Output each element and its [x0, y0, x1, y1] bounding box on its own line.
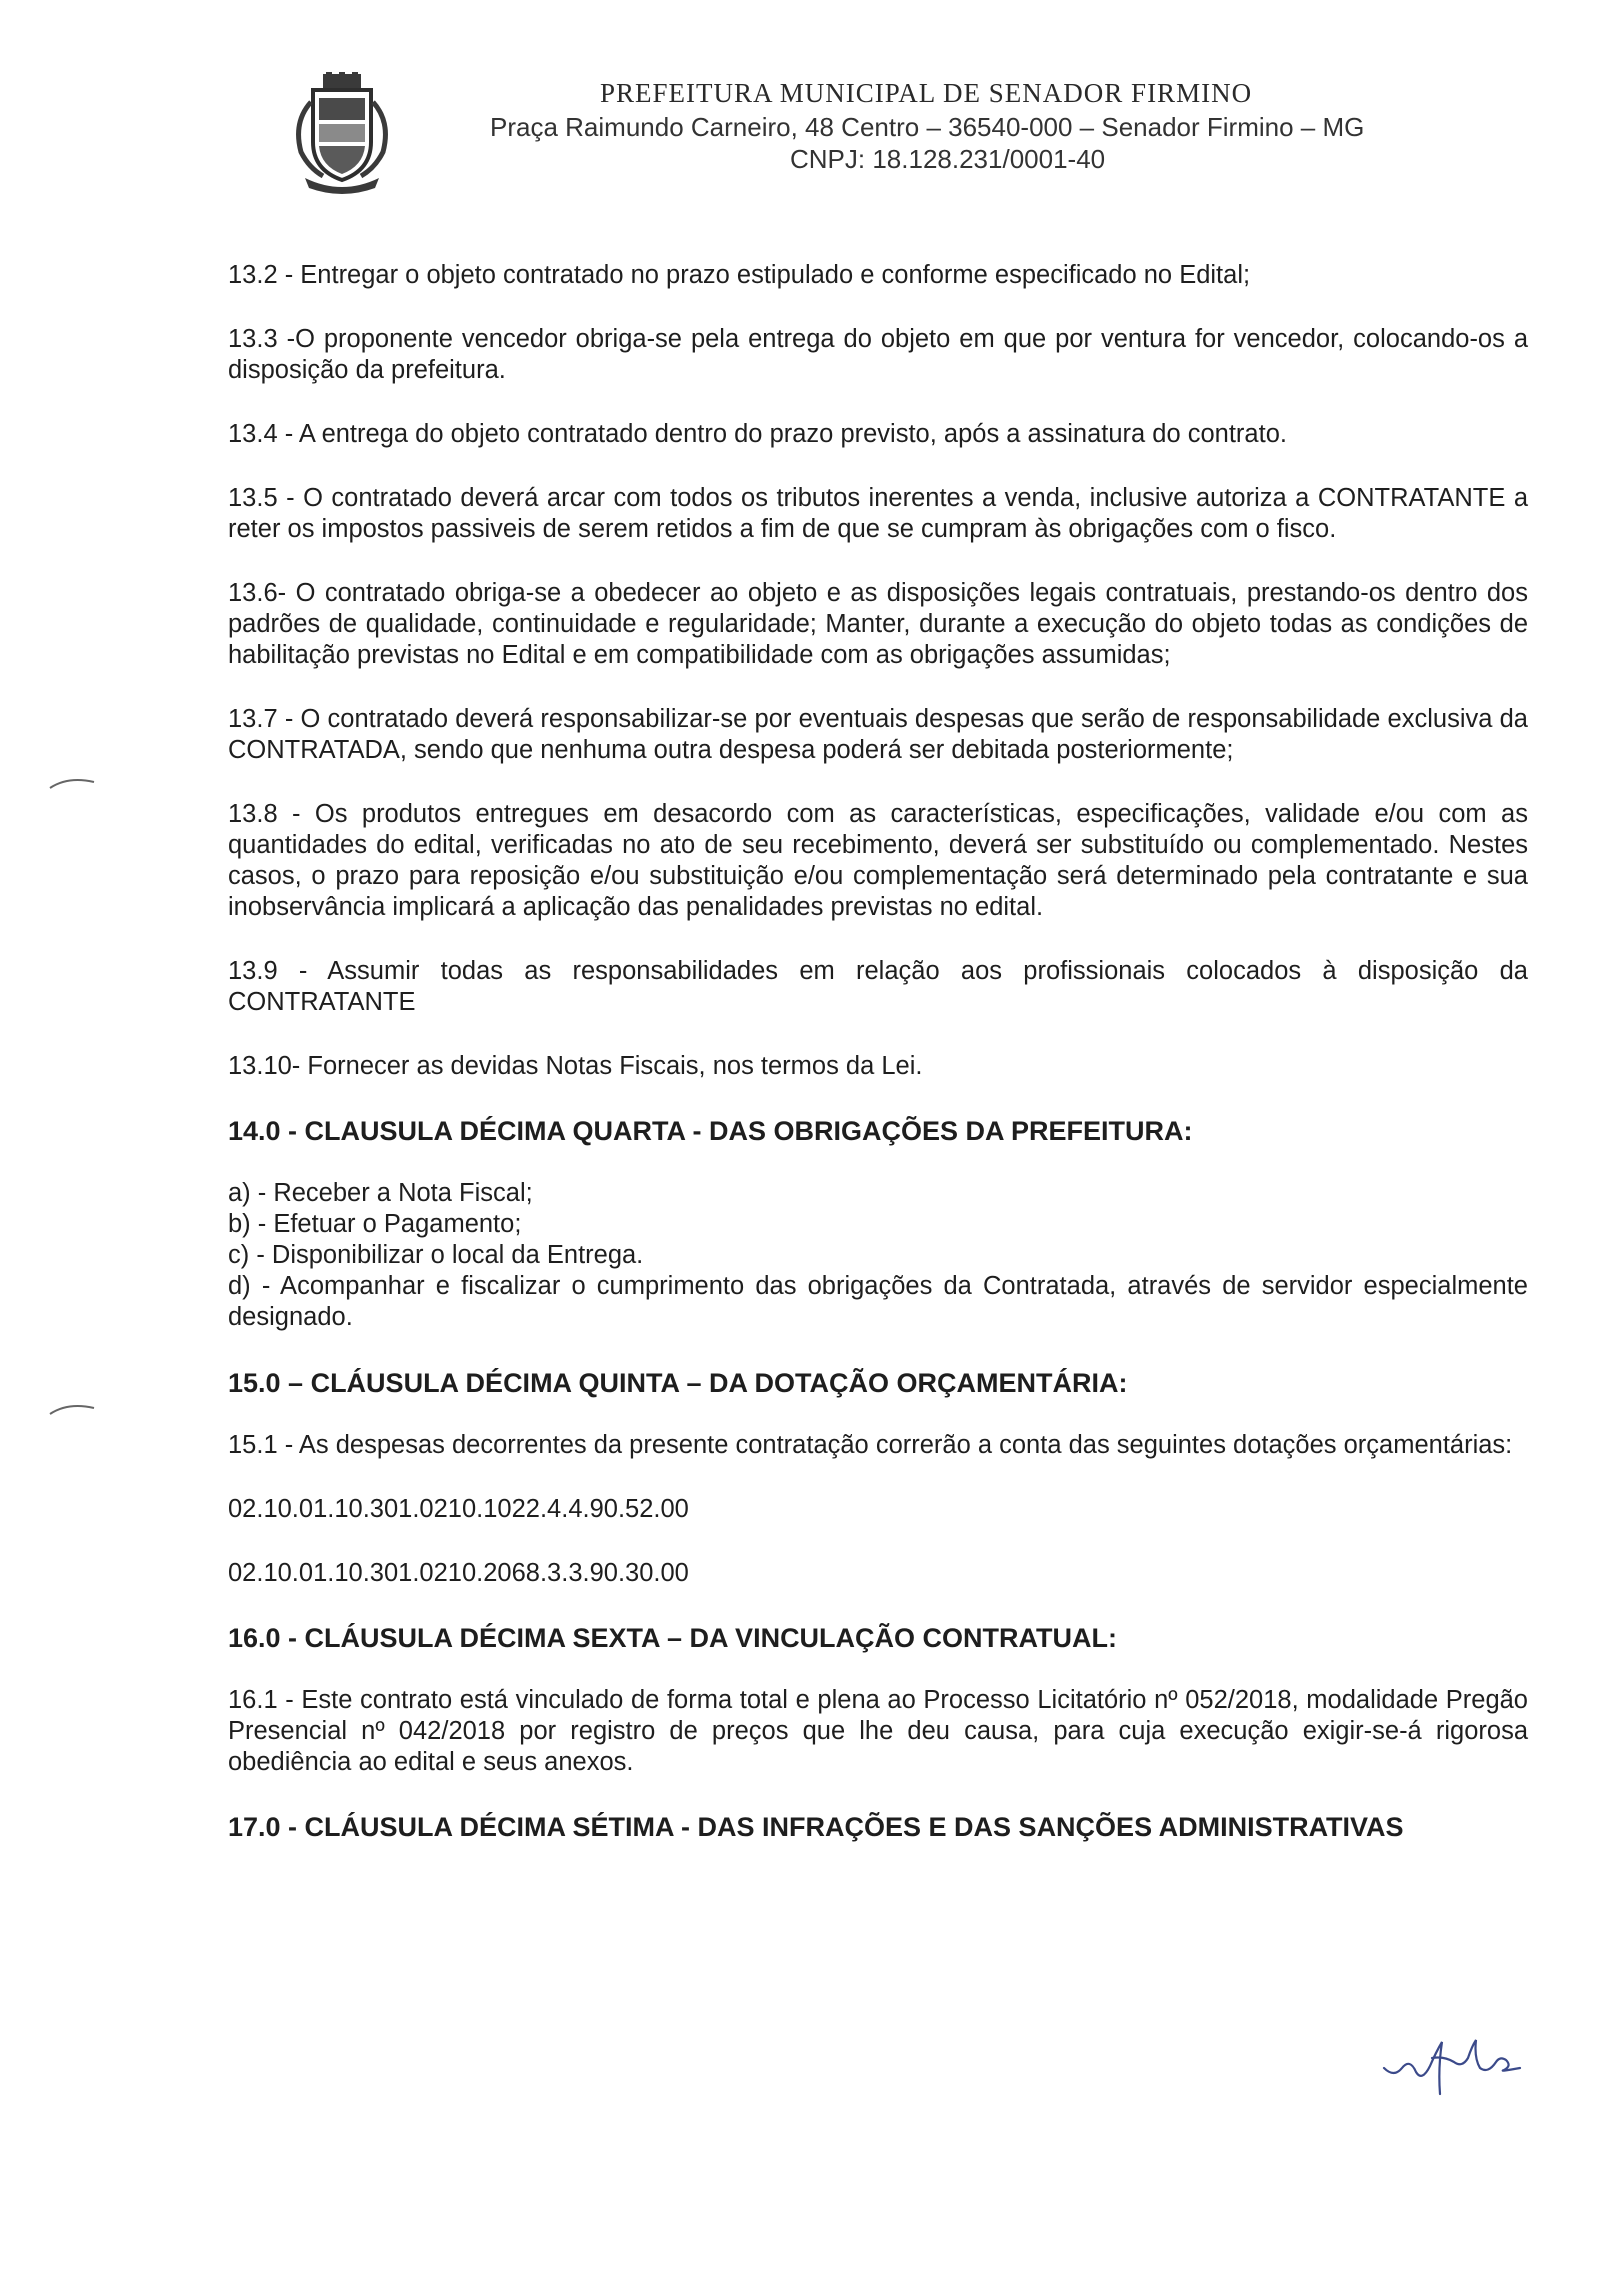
- clause-13-5: 13.5 - O contratado deverá arcar com todos os tributos inerentes a venda, inclusive autoriza a CONTRATANTE a reter os impostos passiveis de serem retidos a fim de que se cumpram às obrigações com o fisco.: [228, 484, 1528, 543]
- list-item: a) - Receber a Nota Fiscal;: [228, 1179, 533, 1207]
- municipality-address: Praça Raimundo Carneiro, 48 Centro – 36540-000 – Senador Firmino – MG: [490, 112, 1365, 142]
- margin-mark-icon: [48, 1398, 98, 1418]
- clause-13-4: 13.4 - A entrega do objeto contratado dentro do prazo previsto, após a assinatura do contrato.: [228, 420, 1287, 448]
- clause-13-8: 13.8 - Os produtos entregues em desacordo com as características, especificações, validade e/ou com as quantidades do edital, verificadas no ato de seu recebimento, deverá ser substituído ou complementado. Nestes casos, o prazo para reposição e/ou substituição e/ou complementação será determinado pela contratante e sua inobservância implicará a aplicação das penalidades previstas no edital.: [228, 800, 1528, 921]
- municipality-cnpj: CNPJ: 18.128.231/0001-40: [790, 144, 1106, 174]
- clause-15-1: 15.1 - As despesas decorrentes da presente contratação correrão a conta das seguintes dotações orçamentárias:: [228, 1431, 1513, 1459]
- handwritten-initials-icon: [1380, 2028, 1530, 2098]
- clause-13-7: 13.7 - O contratado deverá responsabilizar-se por eventuais despesas que serão de responsabilidade exclusiva da CONTRATADA, sendo que nenhuma outra despesa poderá ser debitada posteriormente;: [228, 705, 1528, 764]
- clause-16-1: 16.1 - Este contrato está vinculado de forma total e plena ao Processo Licitatório nº 052/2018, modalidade Pregão Presencial nº 042/2018 por registro de preços que lhe deu causa, para cuja execução exigir-se-á rigorosa obediência ao edital e seus anexos.: [228, 1686, 1528, 1776]
- list-item: d) - Acompanhar e fiscalizar o cumprimento das obrigações da Contratada, através de servidor especialmente designado.: [228, 1272, 1528, 1331]
- municipal-coat-of-arms-icon: [283, 72, 401, 194]
- clause-13-6: 13.6- O contratado obriga-se a obedecer ao objeto e as disposições legais contratuais, prestando-os dentro dos padrões de qualidade, continuidade e regularidade; Manter, durante a execução do objeto todas as condições de habilitação previstas no Edital e em compatibilidade com as obrigações assumidas;: [228, 579, 1528, 669]
- section-17-heading: 17.0 - CLÁUSULA DÉCIMA SÉTIMA - DAS INFRAÇÕES E DAS SANÇÕES ADMINISTRATIVAS: [228, 1812, 1404, 1842]
- margin-mark-icon: [48, 772, 98, 792]
- section-15-heading: 15.0 – CLÁUSULA DÉCIMA QUINTA – DA DOTAÇÃO ORÇAMENTÁRIA:: [228, 1368, 1128, 1398]
- clause-13-3: 13.3 -O proponente vencedor obriga-se pela entrega do objeto em que por ventura for vencedor, colocando-os a disposição da prefeitura.: [228, 325, 1528, 384]
- municipality-name: PREFEITURA MUNICIPAL DE SENADOR FIRMINO: [600, 78, 1253, 108]
- letterhead: [0, 0, 1600, 200]
- list-item: c) - Disponibilizar o local da Entrega.: [228, 1241, 644, 1269]
- section-14-heading: 14.0 - CLAUSULA DÉCIMA QUARTA - DAS OBRIGAÇÕES DA PREFEITURA:: [228, 1116, 1193, 1146]
- budget-line-2: 02.10.01.10.301.0210.2068.3.3.90.30.00: [228, 1559, 689, 1587]
- clause-13-9: 13.9 - Assumir todas as responsabilidades em relação aos profissionais colocados à disposição da CONTRATANTE: [228, 957, 1528, 1016]
- section-16-heading: 16.0 - CLÁUSULA DÉCIMA SEXTA – DA VINCULAÇÃO CONTRATUAL:: [228, 1623, 1118, 1653]
- budget-line-1: 02.10.01.10.301.0210.1022.4.4.90.52.00: [228, 1495, 689, 1523]
- contract-body: [228, 260, 1528, 1874]
- list-item: b) - Efetuar o Pagamento;: [228, 1210, 522, 1238]
- clause-13-2: 13.2 - Entregar o objeto contratado no prazo estipulado e conforme especificado no Edital;: [228, 261, 1251, 289]
- section-14-list: [228, 1178, 1528, 1333]
- clause-13-10: 13.10- Fornecer as devidas Notas Fiscais, nos termos da Lei.: [228, 1052, 923, 1080]
